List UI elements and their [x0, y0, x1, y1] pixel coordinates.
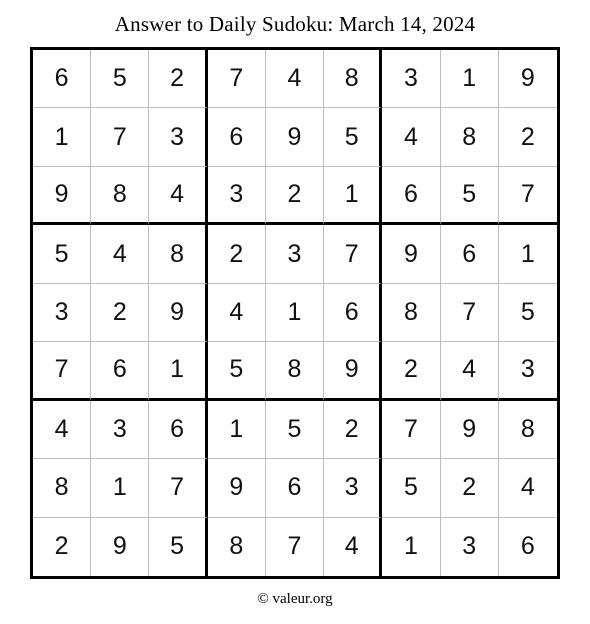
sudoku-cell: 9 [208, 459, 266, 517]
sudoku-cell: 8 [382, 284, 440, 342]
sudoku-cell: 6 [149, 401, 207, 459]
sudoku-cell: 1 [499, 225, 557, 283]
sudoku-cell: 5 [91, 50, 149, 108]
sudoku-cell: 2 [324, 401, 382, 459]
sudoku-cell: 9 [33, 167, 91, 225]
copyright-footer: © valeur.org [257, 591, 333, 607]
sudoku-cell: 2 [266, 167, 324, 225]
sudoku-cell: 4 [382, 108, 440, 166]
sudoku-cell: 2 [499, 108, 557, 166]
sudoku-cell: 6 [520, 532, 535, 561]
sudoku-cell: 7 [149, 459, 207, 517]
sudoku-cell: 1 [441, 50, 499, 108]
sudoku-cell: 4 [91, 225, 149, 283]
sudoku-cell: 4 [324, 518, 382, 576]
sudoku-cell: 3 [91, 401, 149, 459]
sudoku-cell: 1 [208, 401, 266, 459]
sudoku-cell: 6 [266, 459, 324, 517]
sudoku-cell: 7 [33, 342, 91, 400]
sudoku-cell: 9 [382, 225, 440, 283]
sudoku-cell: 1 [149, 342, 207, 400]
sudoku-cell: 5 [208, 342, 266, 400]
sudoku-cell: 7 [91, 108, 149, 166]
sudoku-grid [30, 47, 560, 579]
sudoku-cell: 7 [208, 50, 266, 108]
sudoku-cell: 2 [441, 459, 499, 517]
sudoku-cell: 8 [208, 518, 266, 576]
sudoku-cell: 2 [33, 518, 91, 576]
sudoku-cell: 4 [149, 167, 207, 225]
sudoku-cell: 4 [266, 50, 324, 108]
sudoku-cell: 1 [266, 284, 324, 342]
sudoku-cell: 7 [499, 167, 557, 225]
sudoku-cell: 1 [382, 518, 440, 576]
sudoku-cell: 9 [266, 108, 324, 166]
sudoku-cell: 9 [149, 284, 207, 342]
sudoku-cell: 3 [499, 342, 557, 400]
sudoku-cell: 5 [382, 459, 440, 517]
sudoku-cell: 7 [266, 518, 324, 576]
sudoku-cell: 5 [324, 108, 382, 166]
sudoku-cell: 3 [208, 167, 266, 225]
sudoku-cell: 3 [441, 518, 499, 576]
sudoku-cell: 5 [499, 284, 557, 342]
sudoku-cell: 3 [149, 108, 207, 166]
sudoku-cell: 2 [91, 284, 149, 342]
sudoku-cell: 5 [33, 225, 91, 283]
sudoku-cell: 8 [33, 459, 91, 517]
sudoku-cell: 5 [441, 167, 499, 225]
sudoku-cell: 4 [33, 401, 91, 459]
sudoku-cell: 5 [266, 401, 324, 459]
sudoku-cell: 2 [208, 225, 266, 283]
sudoku-cell: 8 [266, 342, 324, 400]
sudoku-cell: 9 [324, 342, 382, 400]
sudoku-cell: 9 [91, 518, 149, 576]
sudoku-cell: 6 [441, 225, 499, 283]
sudoku-cell: 3 [33, 284, 91, 342]
sudoku-cell: 4 [441, 342, 499, 400]
sudoku-cell: 2 [149, 50, 207, 108]
sudoku-cell: 8 [441, 108, 499, 166]
sudoku-cell: 8 [324, 50, 382, 108]
sudoku-cell: 3 [324, 459, 382, 517]
sudoku-cell: 9 [499, 50, 557, 108]
sudoku-cell: 6 [208, 108, 266, 166]
sudoku-cell: 3 [382, 50, 440, 108]
sudoku-cell: 2 [382, 342, 440, 400]
sudoku-cell: 6 [382, 167, 440, 225]
sudoku-cell: 1 [324, 167, 382, 225]
sudoku-cell: 1 [33, 108, 91, 166]
sudoku-cell: 6 [324, 284, 382, 342]
sudoku-cell: 6 [91, 342, 149, 400]
sudoku-cell: 8 [499, 401, 557, 459]
sudoku-cell: 4 [499, 459, 557, 517]
sudoku-cell: 8 [91, 167, 149, 225]
sudoku-cell: 3 [266, 225, 324, 283]
sudoku-cell: 8 [149, 225, 207, 283]
sudoku-cell: 5 [149, 518, 207, 576]
sudoku-cell: 4 [208, 284, 266, 342]
sudoku-cell: 1 [91, 459, 149, 517]
sudoku-cell: 7 [324, 225, 382, 283]
sudoku-cell: 7 [382, 401, 440, 459]
sudoku-cell: 9 [441, 401, 499, 459]
page-title: Answer to Daily Sudoku: March 14, 2024 [114, 12, 476, 36]
sudoku-cell: 6 [33, 50, 91, 108]
sudoku-cell: 7 [441, 284, 499, 342]
